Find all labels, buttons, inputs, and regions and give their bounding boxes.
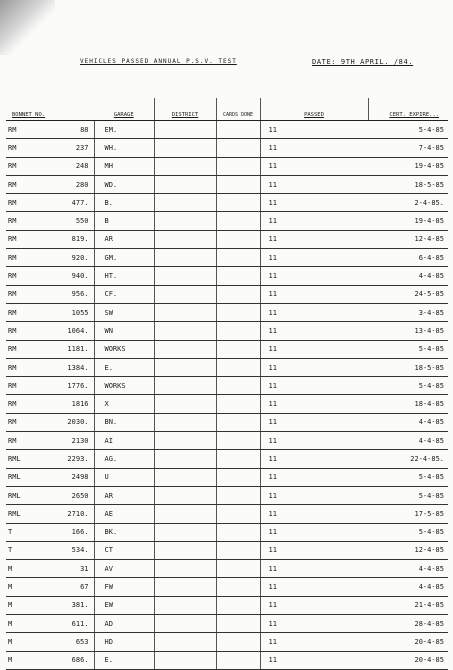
table-row [6,194,448,212]
district-cell [154,267,216,285]
bonnet-type-cell: RM [6,358,26,376]
district-cell [154,212,216,230]
garage-cell: BN. [94,413,154,431]
table-row [6,267,448,285]
passed-cell: 11 [260,468,368,486]
vehicle-table [6,98,448,670]
district-cell [154,413,216,431]
header-garage: GARAGE [94,98,154,121]
table-row [6,486,448,504]
district-cell [154,230,216,248]
bonnet-number-cell: 1384. [26,358,94,376]
table-row [6,303,448,321]
bonnet-number-cell: 248 [26,157,94,175]
bonnet-type-cell: RM [6,395,26,413]
passed-cell: 11 [260,157,368,175]
cards-done-cell [216,377,260,395]
cert-expire-cell: 4-4-85 [368,432,448,450]
garage-cell: CT [94,541,154,559]
garage-cell: U [94,468,154,486]
garage-cell: CF. [94,285,154,303]
cards-done-cell [216,651,260,669]
table-row [6,578,448,596]
bonnet-number-cell: 2293. [26,450,94,468]
passed-cell: 11 [260,249,368,267]
passed-cell: 11 [260,139,368,157]
district-cell [154,194,216,212]
bonnet-number-cell: 477. [26,194,94,212]
passed-cell: 11 [260,541,368,559]
district-cell [154,175,216,193]
table-row [6,596,448,614]
cert-expire-cell: 3-4-85 [368,303,448,321]
passed-cell: 11 [260,358,368,376]
bonnet-type-cell: T [6,541,26,559]
passed-cell: 11 [260,322,368,340]
bonnet-number-cell: 1181. [26,340,94,358]
garage-cell: WD. [94,175,154,193]
district-cell [154,139,216,157]
table-row [6,377,448,395]
cert-expire-cell: 7-4-85 [368,139,448,157]
cards-done-cell [216,413,260,431]
cards-done-cell [216,432,260,450]
garage-cell: AD [94,615,154,633]
cards-done-cell [216,615,260,633]
bonnet-type-cell: RM [6,340,26,358]
cert-expire-cell: 22-4-85. [368,450,448,468]
table-row [6,450,448,468]
passed-cell: 11 [260,486,368,504]
cert-expire-cell: 5-4-85 [368,121,448,139]
cards-done-cell [216,633,260,651]
garage-cell: AR [94,486,154,504]
bonnet-type-cell: RM [6,121,26,139]
cert-expire-cell: 4-4-85 [368,578,448,596]
bonnet-number-cell: 686. [26,651,94,669]
cert-expire-cell: 20-4-85 [368,633,448,651]
bonnet-number-cell: 31 [26,560,94,578]
district-cell [154,303,216,321]
passed-cell: 11 [260,395,368,413]
district-cell [154,157,216,175]
district-cell [154,523,216,541]
cert-expire-cell: 13-4-85 [368,322,448,340]
cert-expire-cell: 19-4-85 [368,212,448,230]
garage-cell: WN [94,322,154,340]
cards-done-cell [216,578,260,596]
bonnet-type-cell: M [6,596,26,614]
bonnet-type-cell: RM [6,212,26,230]
cert-expire-cell: 18-4-85 [368,395,448,413]
cards-done-cell [216,230,260,248]
table-row [6,395,448,413]
bonnet-number-cell: 67 [26,578,94,596]
table-row [6,175,448,193]
garage-cell: WH. [94,139,154,157]
bonnet-number-cell: 611. [26,615,94,633]
garage-cell: AR [94,230,154,248]
bonnet-type-cell: T [6,523,26,541]
bonnet-type-cell: RM [6,322,26,340]
garage-cell: AG. [94,450,154,468]
district-cell [154,578,216,596]
district-cell [154,486,216,504]
passed-cell: 11 [260,121,368,139]
bonnet-type-cell: RM [6,285,26,303]
district-cell [154,377,216,395]
cards-done-cell [216,249,260,267]
cards-done-cell [216,505,260,523]
bonnet-number-cell: 956. [26,285,94,303]
passed-cell: 11 [260,651,368,669]
cards-done-cell [216,303,260,321]
cert-expire-cell: 4-4-85 [368,267,448,285]
cards-done-cell [216,285,260,303]
cert-expire-cell: 6-4-85 [368,249,448,267]
cert-expire-cell: 5-4-85 [368,377,448,395]
district-cell [154,505,216,523]
cert-expire-cell: 12-4-85 [368,541,448,559]
bonnet-type-cell: RML [6,450,26,468]
bonnet-type-cell: M [6,651,26,669]
table-header-row [6,98,448,121]
garage-cell: AI [94,432,154,450]
garage-cell: GM. [94,249,154,267]
bonnet-type-cell: RM [6,157,26,175]
header-district: DISTRICT [154,98,216,121]
passed-cell: 11 [260,596,368,614]
district-cell [154,560,216,578]
bonnet-number-cell: 2710. [26,505,94,523]
cards-done-cell [216,395,260,413]
garage-cell: B. [94,194,154,212]
cert-expire-cell: 20-4-85 [368,651,448,669]
table-row [6,651,448,669]
cert-expire-cell: 5-4-85 [368,486,448,504]
cert-expire-cell: 21-4-85 [368,596,448,614]
bonnet-number-cell: 88 [26,121,94,139]
bonnet-number-cell: 940. [26,267,94,285]
garage-cell: E. [94,358,154,376]
cards-done-cell [216,340,260,358]
passed-cell: 11 [260,267,368,285]
table-row [6,505,448,523]
passed-cell: 11 [260,560,368,578]
bonnet-number-cell: 920. [26,249,94,267]
table-row [6,157,448,175]
bonnet-number-cell: 2650 [26,486,94,504]
cards-done-cell [216,322,260,340]
table-row [6,285,448,303]
bonnet-number-cell: 1816 [26,395,94,413]
table-row [6,468,448,486]
bonnet-type-cell: M [6,560,26,578]
garage-cell: HT. [94,267,154,285]
bonnet-type-cell: RM [6,139,26,157]
cards-done-cell [216,157,260,175]
bonnet-type-cell: RM [6,249,26,267]
passed-cell: 11 [260,230,368,248]
bonnet-type-cell: RM [6,413,26,431]
bonnet-type-cell: RML [6,468,26,486]
table-row [6,523,448,541]
bonnet-number-cell: 381. [26,596,94,614]
cards-done-cell [216,450,260,468]
garage-cell: MH [94,157,154,175]
passed-cell: 11 [260,523,368,541]
document-date: DATE: 9TH APRIL. /84. [312,58,414,66]
bonnet-type-cell: M [6,578,26,596]
bonnet-number-cell: 166. [26,523,94,541]
passed-cell: 11 [260,615,368,633]
bonnet-type-cell: RML [6,505,26,523]
bonnet-type-cell: RM [6,230,26,248]
passed-cell: 11 [260,432,368,450]
bonnet-type-cell: RML [6,486,26,504]
district-cell [154,121,216,139]
table-row [6,230,448,248]
cert-expire-cell: 24-5-85 [368,285,448,303]
district-cell [154,541,216,559]
district-cell [154,249,216,267]
cert-expire-cell: 2-4-85. [368,194,448,212]
table-row [6,121,448,139]
garage-cell: AE [94,505,154,523]
cards-done-cell [216,212,260,230]
passed-cell: 11 [260,285,368,303]
passed-cell: 11 [260,340,368,358]
garage-cell: SW [94,303,154,321]
cards-done-cell [216,194,260,212]
passed-cell: 11 [260,212,368,230]
garage-cell: X [94,395,154,413]
cards-done-cell [216,596,260,614]
district-cell [154,615,216,633]
cert-expire-cell: 17-5-85 [368,505,448,523]
cards-done-cell [216,358,260,376]
table-row [6,541,448,559]
table-row [6,212,448,230]
bonnet-type-cell: RM [6,303,26,321]
table-row [6,358,448,376]
district-cell [154,651,216,669]
table-row [6,615,448,633]
cards-done-cell [216,541,260,559]
district-cell [154,468,216,486]
garage-cell: EM. [94,121,154,139]
cert-expire-cell: 4-4-85 [368,560,448,578]
passed-cell: 11 [260,505,368,523]
garage-cell: EW [94,596,154,614]
bonnet-number-cell: 1055 [26,303,94,321]
table-row [6,413,448,431]
bonnet-type-cell: RM [6,432,26,450]
cert-expire-cell: 5-4-85 [368,468,448,486]
bonnet-number-cell: 819. [26,230,94,248]
district-cell [154,322,216,340]
bonnet-type-cell: M [6,615,26,633]
cert-expire-cell: 19-4-85 [368,157,448,175]
garage-cell: AV [94,560,154,578]
bonnet-number-cell: 534. [26,541,94,559]
table-row [6,633,448,651]
bonnet-number-cell: 653 [26,633,94,651]
district-cell [154,285,216,303]
bonnet-number-cell: 2030. [26,413,94,431]
table-row [6,432,448,450]
bonnet-number-cell: 2498 [26,468,94,486]
table-row [6,139,448,157]
cert-expire-cell: 28-4-85 [368,615,448,633]
garage-cell: WORKS [94,340,154,358]
header-passed: PASSED [260,98,368,121]
bonnet-number-cell: 280 [26,175,94,193]
garage-cell: E. [94,651,154,669]
cards-done-cell [216,560,260,578]
bonnet-type-cell: M [6,633,26,651]
bonnet-number-cell: 2130 [26,432,94,450]
table-row [6,340,448,358]
district-cell [154,633,216,651]
bonnet-number-cell: 1776. [26,377,94,395]
passed-cell: 11 [260,633,368,651]
garage-cell: FW [94,578,154,596]
district-cell [154,340,216,358]
passed-cell: 11 [260,578,368,596]
header-cert-expire: CERT. EXPIRE... [368,98,448,121]
bonnet-type-cell: RM [6,175,26,193]
bonnet-type-cell: RM [6,377,26,395]
garage-cell: WORKS [94,377,154,395]
bonnet-type-cell: RM [6,267,26,285]
district-cell [154,395,216,413]
cert-expire-cell: 5-4-85 [368,340,448,358]
header-cards-done: CARDS DONE [216,98,260,121]
cards-done-cell [216,175,260,193]
district-cell [154,596,216,614]
scan-shadow [0,0,55,55]
passed-cell: 11 [260,303,368,321]
passed-cell: 11 [260,413,368,431]
cards-done-cell [216,139,260,157]
passed-cell: 11 [260,450,368,468]
district-cell [154,450,216,468]
header-bonnet-no: BONNET NO. [6,98,94,121]
cert-expire-cell: 5-4-85 [368,523,448,541]
bonnet-number-cell: 550 [26,212,94,230]
cards-done-cell [216,121,260,139]
table-row [6,560,448,578]
passed-cell: 11 [260,194,368,212]
table-row [6,249,448,267]
district-cell [154,432,216,450]
bonnet-type-cell: RM [6,194,26,212]
cards-done-cell [216,468,260,486]
garage-cell: B [94,212,154,230]
garage-cell: BK. [94,523,154,541]
cert-expire-cell: 18-5-85 [368,175,448,193]
cert-expire-cell: 12-4-85 [368,230,448,248]
cards-done-cell [216,486,260,504]
garage-cell: HD [94,633,154,651]
cards-done-cell [216,523,260,541]
cert-expire-cell: 4-4-85 [368,413,448,431]
bonnet-number-cell: 1064. [26,322,94,340]
passed-cell: 11 [260,377,368,395]
cards-done-cell [216,267,260,285]
cert-expire-cell: 18-5-85 [368,358,448,376]
document-title: VEHICLES PASSED ANNUAL P.S.V. TEST [80,58,237,65]
district-cell [154,358,216,376]
passed-cell: 11 [260,175,368,193]
table-row [6,322,448,340]
bonnet-number-cell: 237 [26,139,94,157]
